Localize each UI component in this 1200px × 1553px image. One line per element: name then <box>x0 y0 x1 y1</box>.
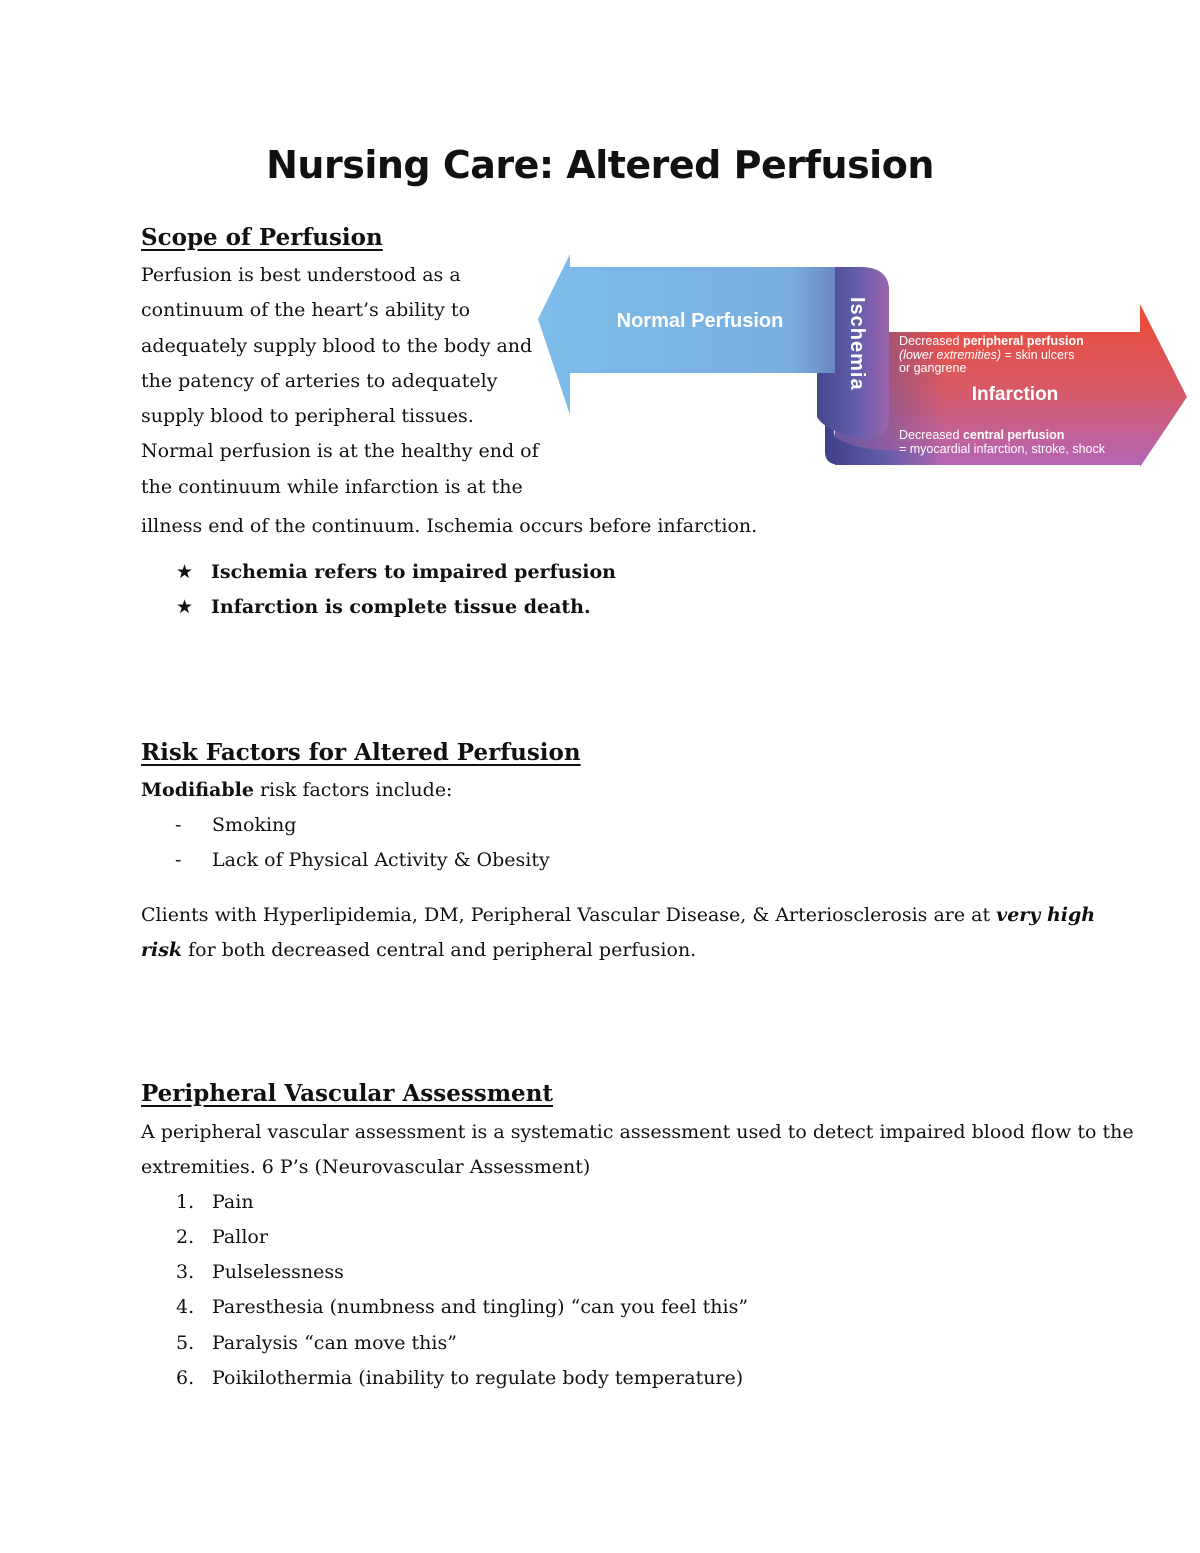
list-item <box>176 1226 268 1248</box>
scope-text-line: illness end of the continuum. Ischemia occurs before infarction. <box>141 515 758 537</box>
ischemia-bullet <box>176 561 616 583</box>
scope-text-line: the patency of arteries to adequately <box>141 370 498 392</box>
list-item <box>176 1191 254 1213</box>
ischemia-label: Ischemia <box>846 297 868 391</box>
item-number: 5. <box>176 1332 195 1354</box>
list-item <box>176 1261 344 1283</box>
dash-icon: - <box>175 849 182 871</box>
risk-paragraph-line1 <box>141 903 1095 927</box>
item-number: 3. <box>176 1261 195 1283</box>
scope-text-line: the continuum while infarction is at the <box>141 476 523 498</box>
page-title: Nursing Care: Altered Perfusion <box>266 143 934 187</box>
risk-para-text: for both decreased central and peripheral perfusion. <box>182 939 697 961</box>
bullet-text: Infarction is complete tissue death. <box>211 596 591 618</box>
list-item <box>176 1332 457 1354</box>
scope-text-line: Normal perfusion is at the healthy end of <box>141 440 539 462</box>
risk-intro-bold: Modifiable <box>141 779 254 801</box>
item-number: 1. <box>176 1191 195 1213</box>
infarction-label: Infarction <box>971 384 1059 405</box>
risk-item-text: Lack of Physical Activity & Obesity <box>212 849 550 871</box>
scope-text-line: adequately supply blood to the body and <box>141 335 533 357</box>
risk-para-text: Clients with Hyperlipidemia, DM, Peripheral Vascular Disease, & Arteriosclerosis are at <box>141 904 997 926</box>
star-icon: ★ <box>176 561 194 583</box>
central-perfusion-line2: = myocardial infarction, stroke, shock <box>899 442 1105 456</box>
peripheral-perfusion-line2: (lower extremities) = skin ulcers <box>899 348 1075 362</box>
assessment-text-line: A peripheral vascular assessment is a systematic assessment used to detect impaired blood flow to the <box>141 1121 1134 1143</box>
assessment-text-line: extremities. 6 P’s (Neurovascular Assessment) <box>141 1156 591 1178</box>
dash-icon: - <box>175 814 182 836</box>
bullet-text: Ischemia refers to impaired perfusion <box>211 561 616 583</box>
item-text: Pallor <box>212 1226 268 1248</box>
scope-heading: Scope of Perfusion <box>141 224 383 251</box>
item-text: Pulselessness <box>212 1261 344 1283</box>
item-text: Pain <box>212 1191 254 1213</box>
item-number: 4. <box>176 1296 195 1318</box>
assessment-heading: Peripheral Vascular Assessment <box>141 1080 554 1107</box>
list-item <box>175 849 550 871</box>
normal-perfusion-label: Normal Perfusion <box>616 310 784 332</box>
item-text: Paresthesia (numbness and tingling) “can you feel this” <box>212 1296 749 1318</box>
perfusion-continuum-diagram <box>535 247 1190 472</box>
list-item <box>175 814 296 836</box>
risk-intro-rest: risk factors include: <box>253 779 453 801</box>
risk-heading: Risk Factors for Altered Perfusion <box>141 739 581 766</box>
item-text: Paralysis “can move this” <box>212 1332 457 1354</box>
risk-item-text: Smoking <box>212 814 297 836</box>
peripheral-perfusion-line1: Decreased peripheral perfusion <box>899 334 1084 348</box>
scope-text-line: Perfusion is best understood as a <box>141 264 461 286</box>
risk-intro <box>141 778 452 802</box>
infarction-bullet <box>176 596 591 618</box>
item-number: 6. <box>176 1367 195 1389</box>
list-item <box>176 1367 743 1389</box>
star-icon: ★ <box>176 596 194 618</box>
scope-text-line: supply blood to peripheral tissues. <box>141 405 474 427</box>
item-number: 2. <box>176 1226 195 1248</box>
scope-text-line: continuum of the heart’s ability to <box>141 299 471 321</box>
peripheral-perfusion-line3: or gangrene <box>899 361 967 375</box>
central-perfusion-line1: Decreased central perfusion <box>899 428 1065 442</box>
risk-paragraph-line2 <box>141 938 696 962</box>
list-item <box>176 1296 748 1318</box>
risk-emphasis: very high <box>996 904 1096 926</box>
risk-emphasis: risk <box>141 939 183 961</box>
item-text: Poikilothermia (inability to regulate body temperature) <box>212 1367 744 1389</box>
